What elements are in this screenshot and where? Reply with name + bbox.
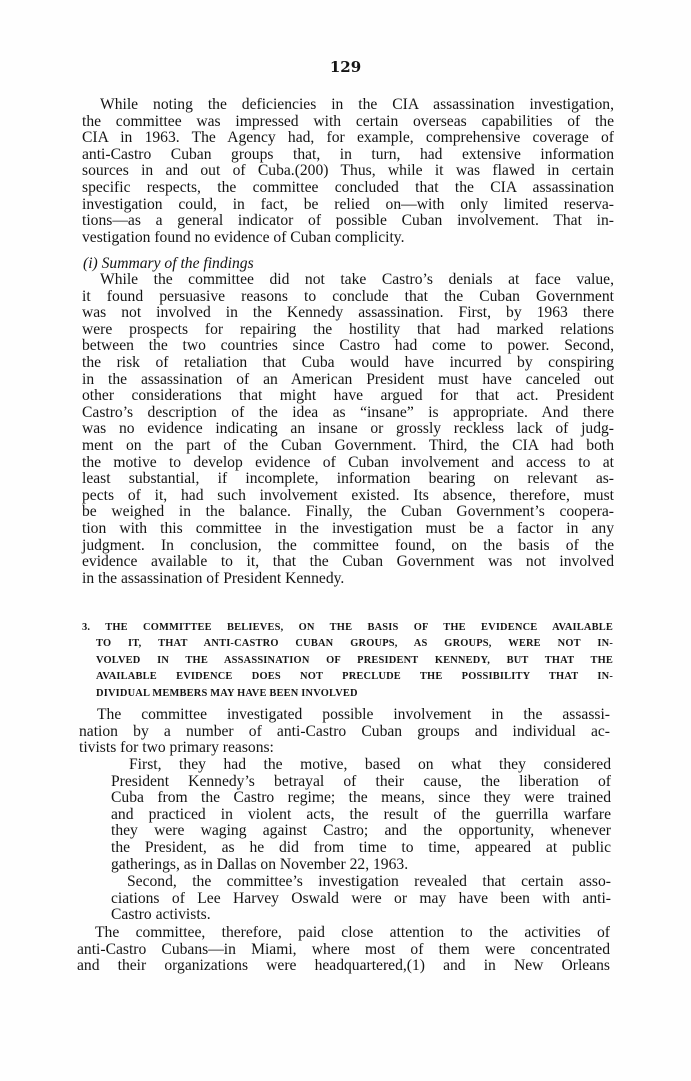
text-line: CIA in 1963. The Agency had, for example, comprehensive coverage of	[82, 129, 614, 147]
text-line: the risk of retaliation that Cuba would have incurred by conspiring	[82, 353, 614, 371]
text-line: President Kennedy’s betrayal of their cause, the liberation of	[111, 772, 611, 790]
text-line: was not involved in the Kennedy assassination. First, by 1963 there	[82, 304, 614, 322]
text-line: Castro activists.	[111, 906, 211, 924]
text-line: it found persuasive reasons to conclude that the Cuban Government	[82, 287, 614, 305]
text-line: nation by a number of anti-Castro Cuban groups and individual ac-	[79, 722, 610, 740]
text-line: Castro’s description of the idea as “insane” is appropriate. And there	[82, 403, 614, 421]
caps-line: VOLVED IN THE ASSASSINATION OF PRESIDENT KENNEDY, BUT THAT THE	[96, 654, 613, 666]
text-line: least substantial, if incomplete, information bearing on relevant as-	[82, 470, 614, 488]
text-line: Second, the committee’s investigation revealed that certain asso-	[127, 873, 611, 890]
text-line: were prospects for repairing the hostility that had marked relations	[82, 320, 614, 338]
text-line: Cuba from the Castro regime; the means, since they were trained	[111, 789, 611, 807]
finding-3-heading	[82, 620, 613, 702]
text-line: investigation could, in fact, be relied on—with only limited reserva-	[82, 195, 614, 213]
text-line: First, they had the motive, based on what they considered	[129, 756, 611, 773]
text-line: and their organizations were headquartered,(1) and in New Orleans	[77, 957, 610, 975]
text-line: tions—as a general indicator of possible Cuban involvement. That in-	[82, 212, 614, 230]
text-line: other considerations that might have argued for that act. President	[82, 387, 614, 405]
text-line: the motive to develop evidence of Cuban involvement and access to at	[82, 453, 614, 471]
text-line: The committee, therefore, paid close attention to the activities of	[95, 924, 610, 941]
paragraph-summary	[82, 272, 614, 587]
text-line: vestigation found no evidence of Cuban complicity.	[82, 228, 405, 246]
text-line: tion with this committee in the investigation must be a factor in any	[82, 519, 614, 537]
paragraph-reason-second	[111, 874, 611, 924]
text-line: The committee investigated possible involvement in the assassi-	[97, 706, 610, 723]
text-line: be weighed in the balance. Finally, the Cuban Government’s coopera-	[82, 503, 614, 521]
text-line: anti-Castro Cuban groups that, in turn, had extensive information	[82, 145, 614, 163]
caps-line: TO IT, THAT ANTI-CASTRO CUBAN GROUPS, AS GROUPS, WERE NOT IN-	[96, 638, 613, 650]
text-line: ment on the part of the Cuban Government. Third, the CIA had both	[82, 436, 614, 454]
text-line: in the assassination of President Kennedy.	[82, 569, 345, 587]
text-line: was no evidence indicating an insane or grossly reckless lack of judg-	[82, 420, 614, 438]
text-line: anti-Castro Cubans—in Miami, where most of them were concentrated	[77, 940, 610, 958]
caps-line: 3. THE COMMITTEE BELIEVES, ON THE BASIS OF THE EVIDENCE AVAILABLE	[82, 622, 613, 633]
text-line: While the committee did not take Castro’s denials at face value,	[100, 271, 614, 288]
text-line: While noting the deficiencies in the CIA assassination investigation,	[100, 96, 614, 113]
text-line: sources in and out of Cuba.(200) Thus, while it was flawed in certain	[82, 162, 614, 180]
text-line: the committee was impressed with certain overseas capabilities of the	[82, 112, 614, 130]
text-line: the President, as he did from time to time, appeared at public	[111, 838, 611, 856]
text-line: specific respects, the committee concluded that the CIA assassination	[82, 178, 614, 196]
paragraph-cia-capabilities	[82, 97, 614, 246]
text-line: ciations of Lee Harvey Oswald were or may have been with anti-	[111, 889, 611, 907]
caps-line: AVAILABLE EVIDENCE DOES NOT PRECLUDE THE POSSIBILITY THAT IN-	[96, 671, 613, 683]
section-heading-summary-of-findings: (i) Summary of the findings	[83, 255, 254, 272]
text-line: in the assassination of an American President must have canceled out	[82, 370, 614, 388]
text-line: gatherings, as in Dallas on November 22, 1963.	[111, 855, 409, 873]
page-number: 129	[329, 58, 362, 76]
text-line: judgment. In conclusion, the committee found, on the basis of the	[82, 536, 614, 554]
paragraph-reason-first	[111, 757, 611, 873]
caps-line: DIVIDUAL MEMBERS MAY HAVE BEEN INVOLVED	[96, 687, 358, 699]
text-line: pects of it, had such involvement existed. Its absence, therefore, must	[82, 486, 614, 504]
text-line: tivists for two primary reasons:	[79, 739, 274, 757]
paragraph-investigation-intro	[79, 707, 610, 757]
text-line: and practiced in violent acts, the result of the guerrilla warfare	[111, 805, 611, 823]
text-line: they were waging against Castro; and the opportunity, whenever	[111, 822, 611, 840]
paragraph-miami-new-orleans	[77, 925, 610, 975]
text-line: evidence available to it, that the Cuban Government was not involved	[82, 553, 614, 571]
text-line: between the two countries since Castro had come to power. Second,	[82, 337, 614, 355]
